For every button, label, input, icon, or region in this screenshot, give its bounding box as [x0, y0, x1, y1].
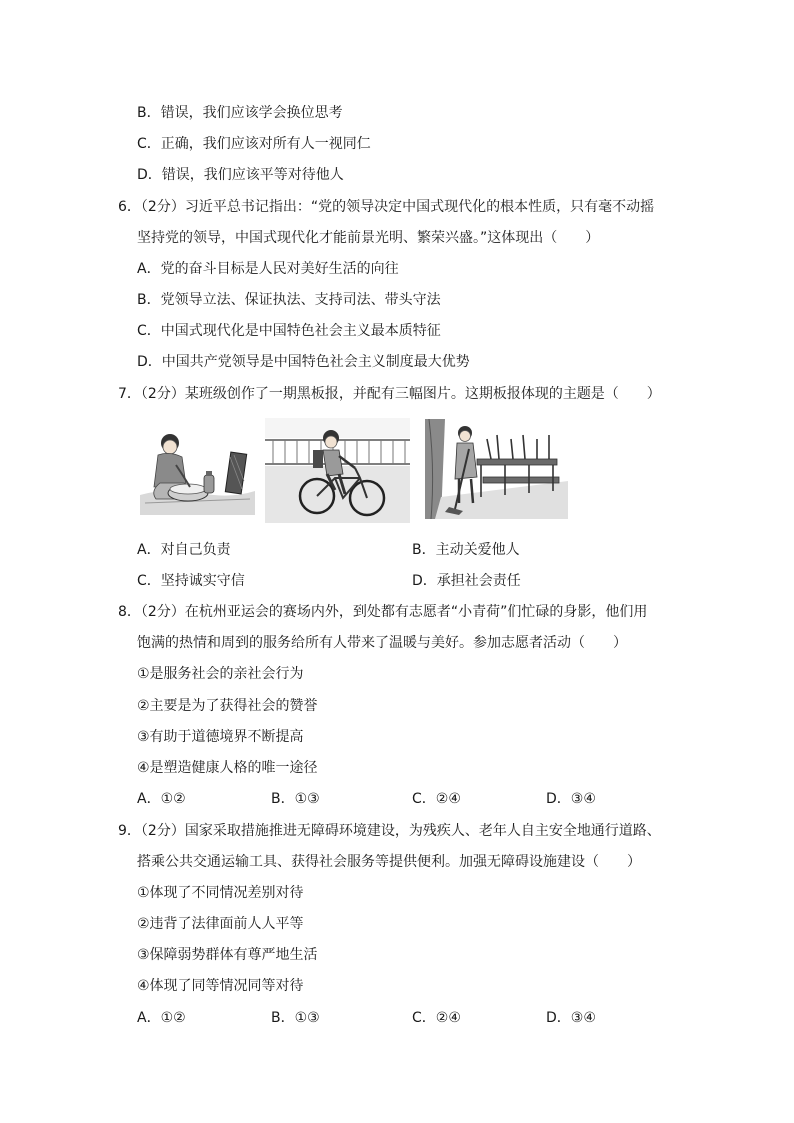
- q9-statement-4: ④体现了同等情况同等对待: [137, 978, 304, 994]
- q8-statement-3: ③有助于道德境界不断提高: [137, 729, 304, 745]
- q8-statement-1: ①是服务社会的亲社会行为: [137, 666, 304, 682]
- q6-option-c: C．中国式现代化是中国特色社会主义最本质特征: [137, 323, 441, 339]
- q9-statement-2: ②违背了法律面前人人平等: [137, 916, 304, 932]
- q6-stem-line1: 6．（2分）习近平总书记指出：“党的领导决定中国式现代化的根本性质，只有毫不动摇: [118, 199, 655, 215]
- q8-stem-line2: 饱满的热情和周到的服务给所有人带来了温暖与美好。参加志愿者活动（ ）: [137, 635, 627, 651]
- q5-option-c: C．正确，我们应该对所有人一视同仁: [137, 136, 371, 152]
- girl-washing-illustration: [140, 425, 255, 515]
- q8-option-a: A．①②: [137, 791, 186, 807]
- q9-stem-line1: 9．（2分）国家采取措施推进无障碍环境建设，为残疾人、老年人自主安全地通行道路、: [118, 823, 661, 839]
- q5-option-d: D．错误，我们应该平等对待他人: [137, 167, 344, 183]
- q9-stem-line2: 搭乘公共交通运输工具、获得社会服务等提供便利。加强无障碍设施建设（ ）: [137, 854, 641, 870]
- q9-option-b: B．①③: [271, 1010, 320, 1026]
- q8-statement-4: ④是塑造健康人格的唯一途径: [137, 760, 318, 776]
- q9-option-c: C．②④: [412, 1010, 461, 1026]
- q9-statement-1: ①体现了不同情况差别对待: [137, 885, 304, 901]
- q7-option-b: B．主动关爱他人: [412, 542, 520, 558]
- q8-statement-2: ②主要是为了获得社会的赞誉: [137, 698, 318, 714]
- q8-option-d: D．③④: [546, 791, 596, 807]
- q9-statement-3: ③保障弱势群体有尊严地生活: [137, 947, 318, 963]
- q7-option-c: C．坚持诚实守信: [137, 573, 245, 589]
- q8-option-c: C．②④: [412, 791, 461, 807]
- q7-option-a: A．对自己负责: [137, 542, 231, 558]
- boy-cycling-illustration: [265, 418, 410, 523]
- q5-option-b: B．错误，我们应该学会换位思考: [137, 105, 343, 121]
- q8-option-b: B．①③: [271, 791, 320, 807]
- q6-option-d: D．中国共产党领导是中国特色社会主义制度最大优势: [137, 354, 470, 370]
- q7-stem: 7．（2分）某班级创作了一期黑板报，并配有三幅图片。这期板报体现的主题是（ ）: [118, 386, 661, 402]
- q6-option-a: A．党的奋斗目标是人民对美好生活的向往: [137, 261, 399, 277]
- q8-stem-line1: 8．（2分）在杭州亚运会的赛场内外，到处都有志愿者“小青荷”们忙碌的身影，他们用: [118, 604, 648, 620]
- q7-option-d: D．承担社会责任: [412, 573, 521, 589]
- girl-sweeping-illustration: [425, 419, 568, 519]
- q9-option-d: D．③④: [546, 1010, 596, 1026]
- q6-stem-line2: 坚持党的领导，中国式现代化才能前景光明、繁荣兴盛。”这体现出（ ）: [137, 230, 600, 246]
- q9-option-a: A．①②: [137, 1010, 186, 1026]
- q6-option-b: B．党领导立法、保证执法、支持司法、带头守法: [137, 292, 441, 308]
